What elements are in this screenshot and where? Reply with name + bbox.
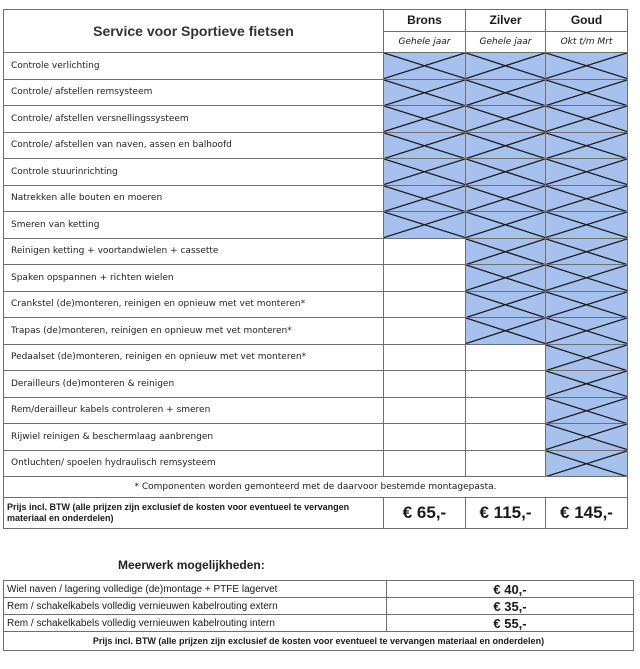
cross-hatch-icon xyxy=(466,212,545,238)
cross-hatch-icon xyxy=(466,53,545,79)
included-cell-goud xyxy=(546,185,628,212)
service-table xyxy=(3,9,628,529)
cross-hatch-icon xyxy=(546,159,627,185)
included-cell-goud xyxy=(546,132,628,159)
empty-cell-brons xyxy=(384,291,466,318)
service-label: Pedaalset (de)monteren, reinigen en opnieuw met vet monteren* xyxy=(4,344,384,371)
service-label: Derailleurs (de)monteren & reinigen xyxy=(4,371,384,398)
service-label: Natrekken alle bouten en moeren xyxy=(4,185,384,212)
service-row xyxy=(4,450,628,477)
price-goud: € 145,- xyxy=(546,498,628,529)
included-cell-zilver xyxy=(466,265,546,292)
extra-title: Meerwerk mogelijkheden: xyxy=(118,558,265,572)
cross-hatch-icon xyxy=(384,106,465,132)
extra-table xyxy=(3,580,634,651)
extra-row xyxy=(4,615,634,632)
footnote: * Componenten worden gemonteerd met de daarvoor bestemde montagepasta. xyxy=(4,477,628,498)
cross-hatch-icon xyxy=(384,53,465,79)
service-row xyxy=(4,79,628,106)
cross-hatch-icon xyxy=(546,265,627,291)
included-cell-zilver xyxy=(466,185,546,212)
empty-cell-brons xyxy=(384,397,466,424)
service-row xyxy=(4,185,628,212)
service-row xyxy=(4,291,628,318)
extra-item-price: € 55,- xyxy=(387,615,634,632)
empty-cell-zilver xyxy=(466,424,546,451)
empty-cell-zilver xyxy=(466,397,546,424)
service-row xyxy=(4,238,628,265)
cross-hatch-icon xyxy=(546,186,627,212)
cross-hatch-icon xyxy=(466,318,545,344)
included-cell-goud xyxy=(546,159,628,186)
included-cell-goud xyxy=(546,424,628,451)
cross-hatch-icon xyxy=(466,106,545,132)
tier-name-goud: Goud xyxy=(546,10,628,32)
included-cell-brons xyxy=(384,212,466,239)
cross-hatch-icon xyxy=(466,159,545,185)
cross-hatch-icon xyxy=(546,318,627,344)
empty-cell-brons xyxy=(384,371,466,398)
tier-period-brons: Gehele jaar xyxy=(384,31,466,53)
included-cell-zilver xyxy=(466,53,546,80)
included-cell-goud xyxy=(546,265,628,292)
cross-hatch-icon xyxy=(466,265,545,291)
included-cell-goud xyxy=(546,53,628,80)
included-cell-goud xyxy=(546,450,628,477)
service-row xyxy=(4,265,628,292)
empty-cell-brons xyxy=(384,344,466,371)
empty-cell-zilver xyxy=(466,450,546,477)
cross-hatch-icon xyxy=(546,345,627,371)
service-row xyxy=(4,212,628,239)
empty-cell-brons xyxy=(384,238,466,265)
included-cell-goud xyxy=(546,212,628,239)
included-cell-brons xyxy=(384,159,466,186)
service-row xyxy=(4,371,628,398)
empty-cell-zilver xyxy=(466,371,546,398)
service-label: Reinigen ketting + voortandwielen + cassette xyxy=(4,238,384,265)
service-row xyxy=(4,397,628,424)
included-cell-zilver xyxy=(466,159,546,186)
cross-hatch-icon xyxy=(466,239,545,265)
included-cell-goud xyxy=(546,371,628,398)
included-cell-brons xyxy=(384,185,466,212)
cross-hatch-icon xyxy=(546,133,627,159)
extra-item-label: Wiel naven / lagering volledige (de)montage + PTFE lagervet xyxy=(4,581,387,598)
cross-hatch-icon xyxy=(466,80,545,106)
service-row xyxy=(4,132,628,159)
service-label: Smeren van ketting xyxy=(4,212,384,239)
tier-period-goud: Okt t/m Mrt xyxy=(546,31,628,53)
cross-hatch-icon xyxy=(384,212,465,238)
included-cell-zilver xyxy=(466,238,546,265)
included-cell-goud xyxy=(546,106,628,133)
cross-hatch-icon xyxy=(384,159,465,185)
service-label: Trapas (de)monteren, reinigen en opnieuw met vet monteren* xyxy=(4,318,384,345)
included-cell-zilver xyxy=(466,106,546,133)
price-brons: € 65,- xyxy=(384,498,466,529)
cross-hatch-icon xyxy=(546,212,627,238)
extra-row xyxy=(4,581,634,598)
cross-hatch-icon xyxy=(384,186,465,212)
tier-name-zilver: Zilver xyxy=(466,10,546,32)
empty-cell-brons xyxy=(384,450,466,477)
cross-hatch-icon xyxy=(466,292,545,318)
tier-period-zilver: Gehele jaar xyxy=(466,31,546,53)
service-label: Spaken opspannen + richten wielen xyxy=(4,265,384,292)
cross-hatch-icon xyxy=(546,106,627,132)
cross-hatch-icon xyxy=(466,186,545,212)
tier-name-brons: Brons xyxy=(384,10,466,32)
extra-item-price: € 40,- xyxy=(387,581,634,598)
cross-hatch-icon xyxy=(466,133,545,159)
service-label: Rijwiel reinigen & beschermlaag aanbrengen xyxy=(4,424,384,451)
cross-hatch-icon xyxy=(546,398,627,424)
service-row xyxy=(4,159,628,186)
service-label: Controle/ afstellen van naven, assen en balhoofd xyxy=(4,132,384,159)
cross-hatch-icon xyxy=(384,133,465,159)
extra-item-label: Rem / schakelkabels volledig vernieuwen kabelrouting intern xyxy=(4,615,387,632)
included-cell-zilver xyxy=(466,79,546,106)
extra-footer: Prijs incl. BTW (alle prijzen zijn exclusief de kosten voor eventueel te vervangen materiaal en onderdelen) xyxy=(4,632,634,651)
empty-cell-zilver xyxy=(466,344,546,371)
included-cell-goud xyxy=(546,318,628,345)
cross-hatch-icon xyxy=(384,80,465,106)
included-cell-goud xyxy=(546,291,628,318)
price-label: Prijs incl. BTW (alle prijzen zijn exclusief de kosten voor eventueel te vervangen materiaal en onderdelen) xyxy=(4,498,384,529)
service-label: Rem/derailleur kabels controleren + smeren xyxy=(4,397,384,424)
included-cell-goud xyxy=(546,397,628,424)
empty-cell-brons xyxy=(384,318,466,345)
extra-item-label: Rem / schakelkabels volledig vernieuwen kabelrouting extern xyxy=(4,598,387,615)
included-cell-zilver xyxy=(466,291,546,318)
included-cell-brons xyxy=(384,79,466,106)
included-cell-goud xyxy=(546,79,628,106)
included-cell-goud xyxy=(546,238,628,265)
included-cell-zilver xyxy=(466,212,546,239)
service-label: Ontluchten/ spoelen hydraulisch remsysteem xyxy=(4,450,384,477)
service-label: Crankstel (de)monteren, reinigen en opnieuw met vet monteren* xyxy=(4,291,384,318)
cross-hatch-icon xyxy=(546,53,627,79)
cross-hatch-icon xyxy=(546,80,627,106)
service-row xyxy=(4,53,628,80)
included-cell-brons xyxy=(384,106,466,133)
service-row xyxy=(4,424,628,451)
extra-row xyxy=(4,598,634,615)
service-row xyxy=(4,318,628,345)
included-cell-brons xyxy=(384,53,466,80)
service-row xyxy=(4,106,628,133)
cross-hatch-icon xyxy=(546,424,627,450)
table-title: Service voor Sportieve fietsen xyxy=(4,10,384,53)
included-cell-brons xyxy=(384,132,466,159)
empty-cell-brons xyxy=(384,424,466,451)
cross-hatch-icon xyxy=(546,239,627,265)
service-label: Controle/ afstellen versnellingssysteem xyxy=(4,106,384,133)
cross-hatch-icon xyxy=(546,292,627,318)
service-label: Controle stuurinrichting xyxy=(4,159,384,186)
service-label: Controle/ afstellen remsysteem xyxy=(4,79,384,106)
included-cell-zilver xyxy=(466,132,546,159)
included-cell-zilver xyxy=(466,318,546,345)
price-zilver: € 115,- xyxy=(466,498,546,529)
cross-hatch-icon xyxy=(546,371,627,397)
extra-item-price: € 35,- xyxy=(387,598,634,615)
service-label: Controle verlichting xyxy=(4,53,384,80)
included-cell-goud xyxy=(546,344,628,371)
cross-hatch-icon xyxy=(546,451,627,477)
empty-cell-brons xyxy=(384,265,466,292)
service-row xyxy=(4,344,628,371)
